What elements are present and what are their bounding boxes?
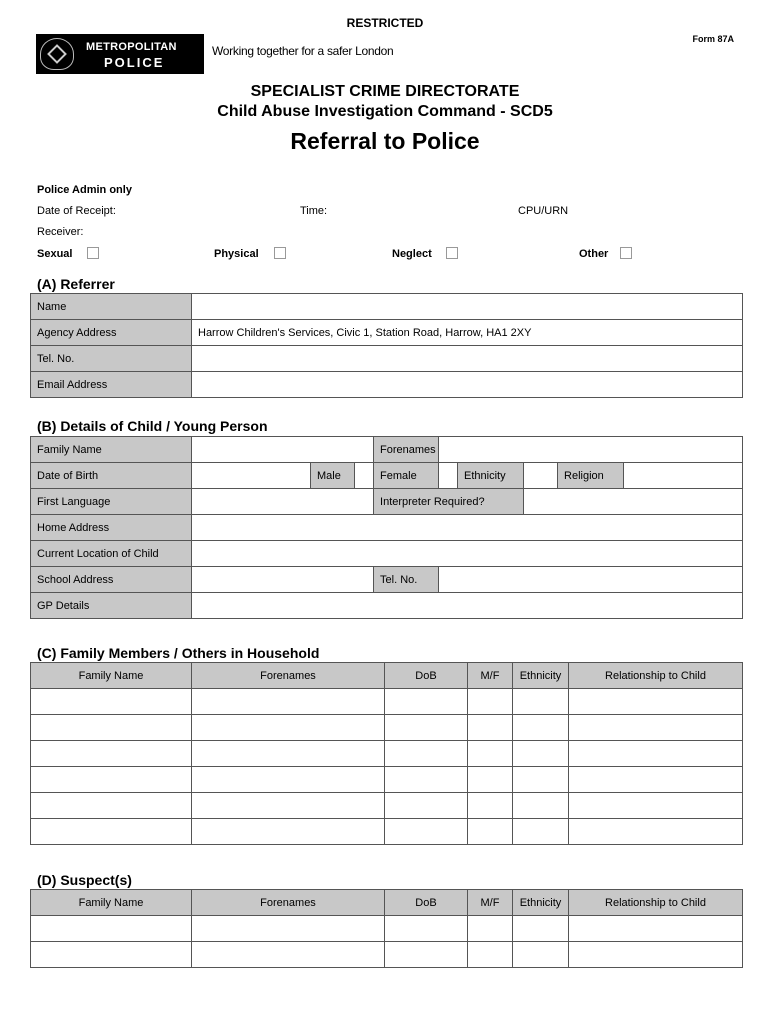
table-cell[interactable]	[468, 767, 513, 793]
child-interpreter-field[interactable]	[524, 489, 743, 515]
table-cell[interactable]	[31, 793, 192, 819]
child-religion-field[interactable]	[624, 463, 743, 489]
child-home-address-field[interactable]	[192, 515, 743, 541]
table-cell[interactable]	[385, 793, 468, 819]
directorate-heading: SPECIALIST CRIME DIRECTORATE	[250, 83, 520, 100]
receiver-label: Receiver:	[37, 226, 84, 238]
table-header-row	[31, 663, 743, 689]
table-cell[interactable]	[513, 793, 569, 819]
table-row	[31, 793, 743, 819]
child-family-name-label: Family Name	[31, 437, 192, 463]
table-cell[interactable]	[513, 916, 569, 942]
table-cell[interactable]	[569, 819, 743, 845]
family-heading: (C) Family Members / Others in Household	[37, 645, 320, 661]
table-row	[31, 567, 743, 593]
form-number: Form 87A	[692, 34, 734, 44]
table-cell[interactable]	[569, 942, 743, 968]
page-title: Referral to Police	[290, 128, 480, 154]
table-row	[31, 346, 743, 372]
time-label: Time:	[300, 205, 328, 217]
child-language-label: First Language	[31, 489, 192, 515]
table-cell[interactable]	[569, 916, 743, 942]
suspects-table	[30, 889, 743, 968]
column-header: Relationship to Child	[569, 663, 743, 689]
table-cell[interactable]	[569, 741, 743, 767]
column-header: DoB	[385, 890, 468, 916]
met-police-logo	[36, 34, 204, 74]
table-row	[31, 437, 743, 463]
table-cell[interactable]	[468, 741, 513, 767]
category-physical-label: Physical	[214, 248, 259, 260]
command-heading: Child Abuse Investigation Command - SCD5	[217, 103, 553, 120]
table-cell[interactable]	[385, 819, 468, 845]
table-row	[31, 463, 743, 489]
referrer-name-label: Name	[31, 294, 192, 320]
admin-heading: Police Admin only	[37, 184, 132, 196]
table-row	[31, 715, 743, 741]
child-table	[30, 436, 743, 619]
child-ethnicity-field[interactable]	[524, 463, 558, 489]
table-cell[interactable]	[569, 689, 743, 715]
child-male-checkbox[interactable]	[355, 463, 374, 489]
table-cell[interactable]	[468, 715, 513, 741]
column-header: Relationship to Child	[569, 890, 743, 916]
table-cell[interactable]	[192, 793, 385, 819]
column-header: Ethnicity	[513, 663, 569, 689]
child-language-field[interactable]	[192, 489, 374, 515]
table-cell[interactable]	[513, 715, 569, 741]
table-cell[interactable]	[513, 741, 569, 767]
table-cell[interactable]	[31, 942, 192, 968]
category-neglect-label: Neglect	[392, 248, 432, 260]
child-interpreter-label: Interpreter Required?	[374, 489, 524, 515]
table-row	[31, 942, 743, 968]
logo-line-2: POLICE	[104, 55, 165, 70]
table-cell[interactable]	[569, 715, 743, 741]
category-other-checkbox[interactable]	[620, 247, 632, 259]
child-male-label: Male	[311, 463, 355, 489]
table-cell[interactable]	[31, 819, 192, 845]
child-school-label: School Address	[31, 567, 192, 593]
table-cell[interactable]	[31, 741, 192, 767]
table-cell[interactable]	[31, 715, 192, 741]
child-school-tel-field[interactable]	[439, 567, 743, 593]
referrer-tel-field[interactable]	[192, 346, 743, 372]
crest-icon	[40, 38, 74, 70]
table-cell[interactable]	[192, 916, 385, 942]
category-physical-checkbox[interactable]	[274, 247, 286, 259]
child-gp-field[interactable]	[192, 593, 743, 619]
table-row	[31, 916, 743, 942]
child-heading: (B) Details of Child / Young Person	[37, 418, 268, 434]
table-row	[31, 593, 743, 619]
table-row	[31, 515, 743, 541]
table-cell[interactable]	[468, 916, 513, 942]
column-header: Family Name	[31, 663, 192, 689]
child-female-label: Female	[374, 463, 439, 489]
table-row	[31, 819, 743, 845]
child-religion-label: Religion	[558, 463, 624, 489]
table-header-row	[31, 890, 743, 916]
table-row	[31, 741, 743, 767]
table-cell[interactable]	[385, 741, 468, 767]
child-gp-label: GP Details	[31, 593, 192, 619]
child-school-field[interactable]	[192, 567, 374, 593]
child-home-address-label: Home Address	[31, 515, 192, 541]
child-ethnicity-label: Ethnicity	[458, 463, 524, 489]
child-school-tel-label: Tel. No.	[374, 567, 439, 593]
table-cell[interactable]	[385, 942, 468, 968]
referrer-table	[30, 293, 743, 398]
child-forenames-field[interactable]	[439, 437, 743, 463]
table-row	[31, 372, 743, 398]
table-row	[31, 294, 743, 320]
table-cell[interactable]	[569, 793, 743, 819]
child-location-label: Current Location of Child	[31, 541, 192, 567]
logo-line-1: METROPOLITAN	[86, 41, 177, 53]
family-table	[30, 662, 743, 845]
table-cell[interactable]	[31, 916, 192, 942]
table-cell[interactable]	[192, 741, 385, 767]
restricted-marking: RESTRICTED	[346, 16, 424, 30]
date-of-receipt-label: Date of Receipt:	[37, 205, 116, 217]
table-row	[31, 767, 743, 793]
table-cell[interactable]	[192, 715, 385, 741]
referrer-email-label: Email Address	[31, 372, 192, 398]
table-cell[interactable]	[385, 767, 468, 793]
table-cell[interactable]	[468, 942, 513, 968]
table-cell[interactable]	[513, 689, 569, 715]
tagline: Working together for a safer London	[212, 44, 394, 58]
suspects-heading: (D) Suspect(s)	[37, 872, 132, 888]
table-cell[interactable]	[192, 819, 385, 845]
child-forenames-label: Forenames	[374, 437, 439, 463]
column-header: Ethnicity	[513, 890, 569, 916]
table-cell[interactable]	[513, 942, 569, 968]
column-header: M/F	[468, 890, 513, 916]
column-header: DoB	[385, 663, 468, 689]
table-row	[31, 489, 743, 515]
category-other-label: Other	[579, 248, 609, 260]
referrer-tel-label: Tel. No.	[31, 346, 192, 372]
category-sexual-label: Sexual	[37, 248, 73, 260]
column-header: Family Name	[31, 890, 192, 916]
child-dob-field[interactable]	[192, 463, 311, 489]
table-cell[interactable]	[468, 793, 513, 819]
table-cell[interactable]	[385, 689, 468, 715]
table-cell[interactable]	[468, 689, 513, 715]
table-row	[31, 320, 743, 346]
child-family-name-field[interactable]	[192, 437, 374, 463]
table-cell[interactable]	[569, 767, 743, 793]
category-sexual-checkbox[interactable]	[87, 247, 99, 259]
referrer-name-field[interactable]	[192, 294, 743, 320]
table-cell[interactable]	[513, 767, 569, 793]
child-location-field[interactable]	[192, 541, 743, 567]
child-dob-label: Date of Birth	[31, 463, 192, 489]
family-rows	[31, 689, 743, 845]
table-cell[interactable]	[192, 942, 385, 968]
referrer-address-field[interactable]: Harrow Children's Services, Civic 1, Station Road, Harrow, HA1 2XY	[192, 320, 743, 346]
column-header: M/F	[468, 663, 513, 689]
table-cell[interactable]	[192, 767, 385, 793]
referrer-address-label: Agency Address	[31, 320, 192, 346]
category-neglect-checkbox[interactable]	[446, 247, 458, 259]
referrer-email-field[interactable]	[192, 372, 743, 398]
table-cell[interactable]	[385, 916, 468, 942]
table-cell[interactable]	[31, 767, 192, 793]
table-cell[interactable]	[192, 689, 385, 715]
cpu-urn-label: CPU/URN	[518, 205, 569, 217]
table-cell[interactable]	[468, 819, 513, 845]
table-cell[interactable]	[31, 689, 192, 715]
table-row	[31, 541, 743, 567]
table-cell[interactable]	[385, 715, 468, 741]
table-cell[interactable]	[513, 819, 569, 845]
referrer-heading: (A) Referrer	[37, 276, 115, 292]
column-header: Forenames	[192, 663, 385, 689]
column-header: Forenames	[192, 890, 385, 916]
table-row	[31, 689, 743, 715]
child-female-checkbox[interactable]	[439, 463, 458, 489]
